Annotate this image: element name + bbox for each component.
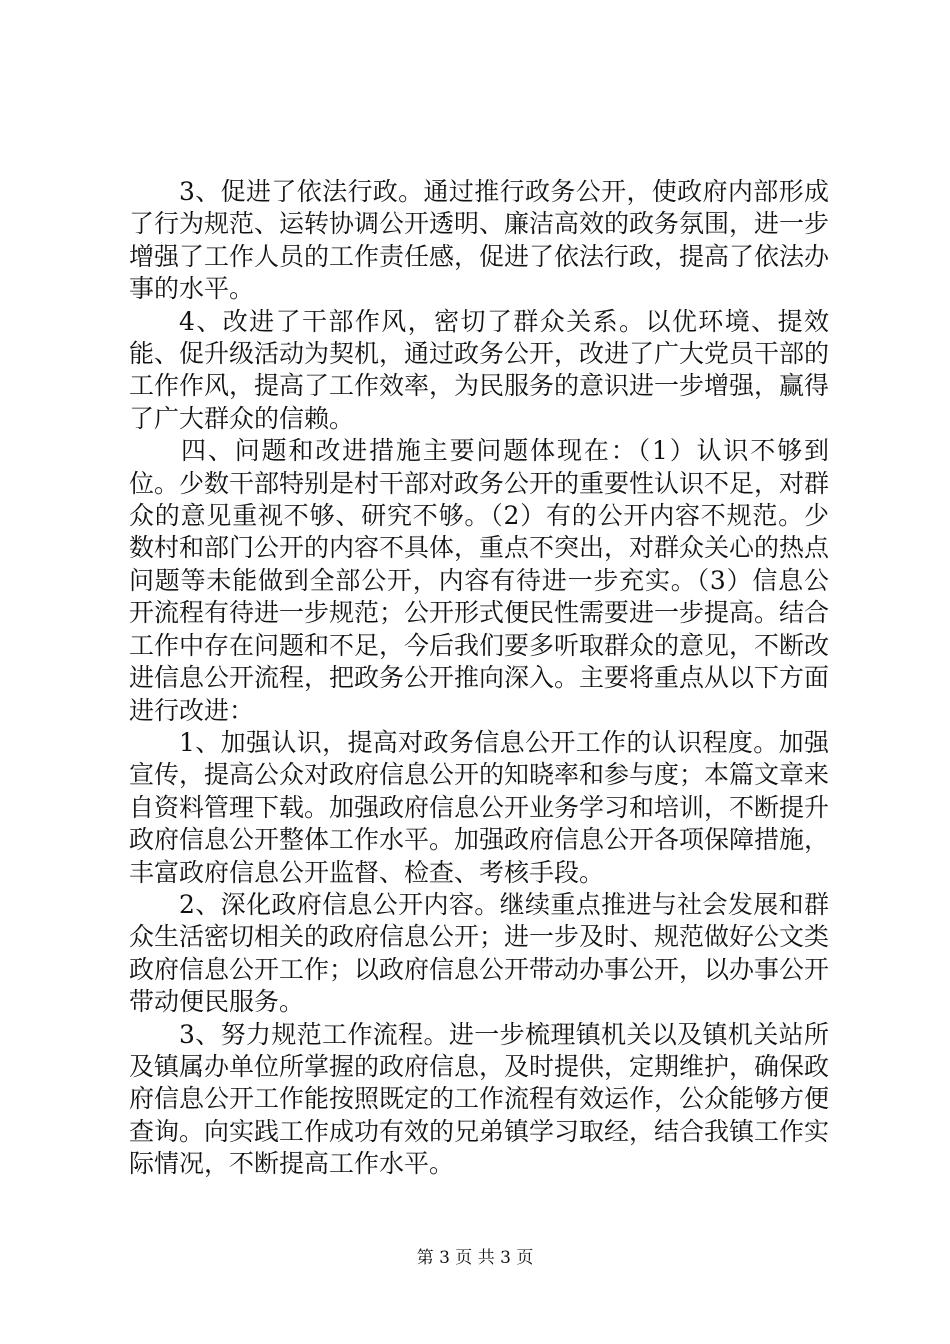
paragraph-2: 4、改进了干部作风，密切了群众关系。以优环境、提效能、促升级活动为契机，通过政务公开，改进了广大党员干部的工作作风，提高了工作效率，为民服务的意识进一步增强，赢得了广大群众的信赖。 <box>129 306 830 433</box>
page-number-footer: 第 3 页 共 3 页 <box>416 1248 534 1268</box>
paragraph-4: 1、加强认识，提高对政务信息公开工作的认识程度。加强宣传，提高公众对政府信息公开的知晓率和参与度；本篇文章来自资料管理下载。加强政府信息公开业务学习和培训，不断提升政府信息公开整体工作水平。加强政府信息公开各项保障措施，丰富政府信息公开监督、检查、考核手段。 <box>129 727 830 887</box>
document-body <box>129 176 829 1181</box>
paragraph-1: 3、促进了依法行政。通过推行政务公开，使政府内部形成了行为规范、运转协调公开透明、廉洁高效的政务氛围，进一步增强了工作人员的工作责任感，促进了依法行政，提高了依法办事的水平。 <box>129 177 830 304</box>
paragraph-6: 3、努力规范工作流程。进一步梳理镇机关以及镇机关站所及镇属办单位所掌握的政府信息，及时提供，定期维护，确保政府信息公开工作能按照既定的工作流程有效运作，公众能够方便查询。向实践工作成功有效的兄弟镇学习取经，结合我镇工作实际情况，不断提高工作水平。 <box>129 1019 830 1179</box>
paragraph-5: 2、深化政府信息公开内容。继续重点推进与社会发展和群众生活密切相关的政府信息公开；进一步及时、规范做好公文类政府信息公开工作；以政府信息公开带动办事公开，以办事公开带动便民服务。 <box>129 889 830 1017</box>
paragraph-3: 四、问题和改进措施主要问题体现在：（1）认识不够到位。少数干部特别是村干部对政务公开的重要性认识不足，对群众的意见重视不够、研究不够。（2）有的公开内容不规范。少数村和部门公开的内容不具体，重点不突出，对群众关心的热点问题等未能做到全部公开，内容有待进一步充实。（3）信息公开流程有待进一步规范；公开形式便民性需要进一步提高。结合工作中存在问题和不足，今后我们要多听取群众的意见，不断改进信息公开流程，把政务公开推向深入。主要将重点从以下方面进行改进： <box>129 436 830 725</box>
